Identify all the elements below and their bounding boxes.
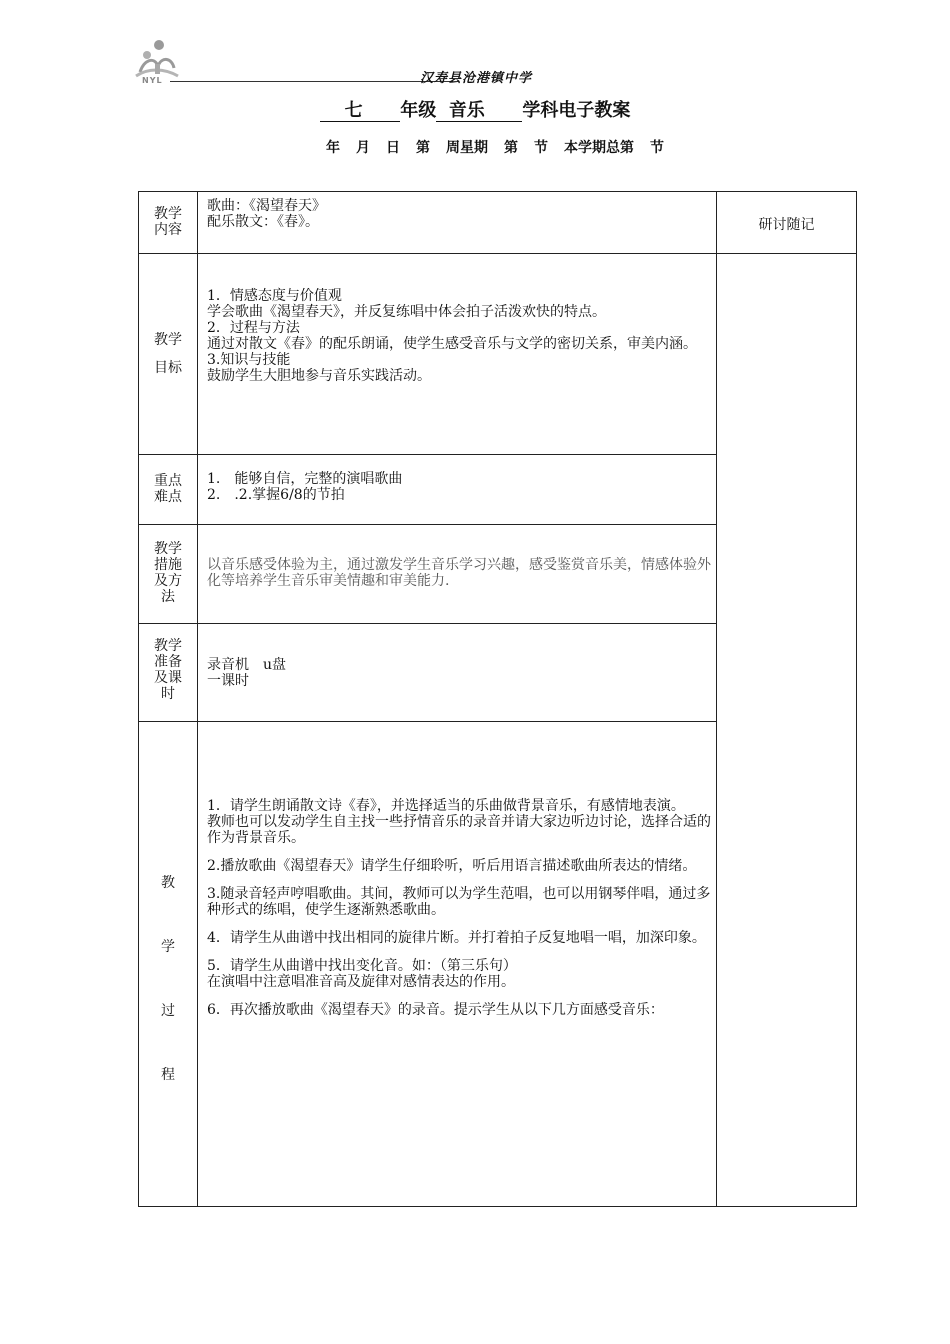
- teaching-process: 1．请学生朗诵散文诗《春》，并选择适当的乐曲做背景音乐，有感情地表演。 教师也可以发动学生自主找一些抒情音乐的录音并请大家边听边讨论，选择合适的作为背景音乐。 2.播放歌曲《渴望春天》请学生仔细聆听，听后用语言描述歌曲所表达的情绪。 3.随录音轻声哼唱歌曲。其间，教师可以为学生范唱，也可以用钢琴伴唱，通过多种形式的练唱，使学生逐渐熟悉歌曲。 4．请学生从曲谱中找出相同的旋律片断。并打着拍子反复地唱一唱，加深印象。 5．请学生从曲谱中找出变化音。如：（第三乐句） 在演唱中注意唱准音高及旋律对感情表达的作用。 6．再次播放歌曲《渴望春天》的录音。提示学生从以下几方面感受音乐：: [207, 798, 711, 1018]
- sidebar-title: 研讨随记: [758, 217, 815, 233]
- row-divider: [139, 623, 716, 624]
- page-header: [134, 38, 594, 88]
- teaching-preparation: 录音机 u盘 一课时: [207, 657, 287, 689]
- teaching-content: 歌曲：《渴望春天》 配乐散文：《春》。: [207, 198, 326, 230]
- logo-text: NYL: [142, 76, 163, 85]
- label-teaching-process: 教 学 过 程: [161, 875, 175, 1083]
- document-title: [0, 96, 950, 122]
- label-key-points: 重点难点: [154, 473, 182, 505]
- school-name: 汉寿县沧港镇中学: [420, 71, 533, 86]
- grade-field: 七: [320, 101, 401, 122]
- row-divider: [139, 454, 716, 455]
- header-rule: [170, 81, 453, 82]
- grade-suffix: 年级: [400, 100, 437, 121]
- label-teaching-methods: 教学措施及方法: [154, 541, 182, 605]
- row-divider: [139, 721, 716, 722]
- row-divider: [139, 253, 856, 254]
- label-teaching-preparation: 教学准备及课时: [154, 638, 182, 702]
- label-teaching-content: 教学内容: [154, 206, 182, 238]
- label-teaching-goals: 教学 目标: [154, 332, 182, 376]
- teaching-methods: 以音乐感受体验为主，通过激发学生音乐学习兴趣，感受鉴赏音乐美，情感体验外化等培养学生音乐审美情趣和审美能力.: [207, 557, 711, 589]
- col-divider-label: [197, 192, 198, 1206]
- row-divider: [139, 524, 716, 525]
- lesson-plan-table: [138, 191, 857, 1207]
- date-line: 年 月 日 第 周星期 第 节 本学期总第 节: [326, 140, 664, 156]
- title-suffix: 学科电子教案: [522, 100, 631, 121]
- subject-field: 音乐: [436, 101, 522, 122]
- teaching-goals: 1．情感态度与价值观 学会歌曲《渴望春天》，并反复练唱中体会拍子活泼欢快的特点。 2．过程与方法 通过对散文《春》的配乐朗诵，使学生感受音乐与文学的密切关系，审美内涵。 3.知识与技能 鼓励学生大胆地参与音乐实践活动。: [207, 288, 697, 384]
- key-points: 1. 能够自信，完整的演唱歌曲 2. .2.掌握6/8的节拍: [207, 471, 403, 503]
